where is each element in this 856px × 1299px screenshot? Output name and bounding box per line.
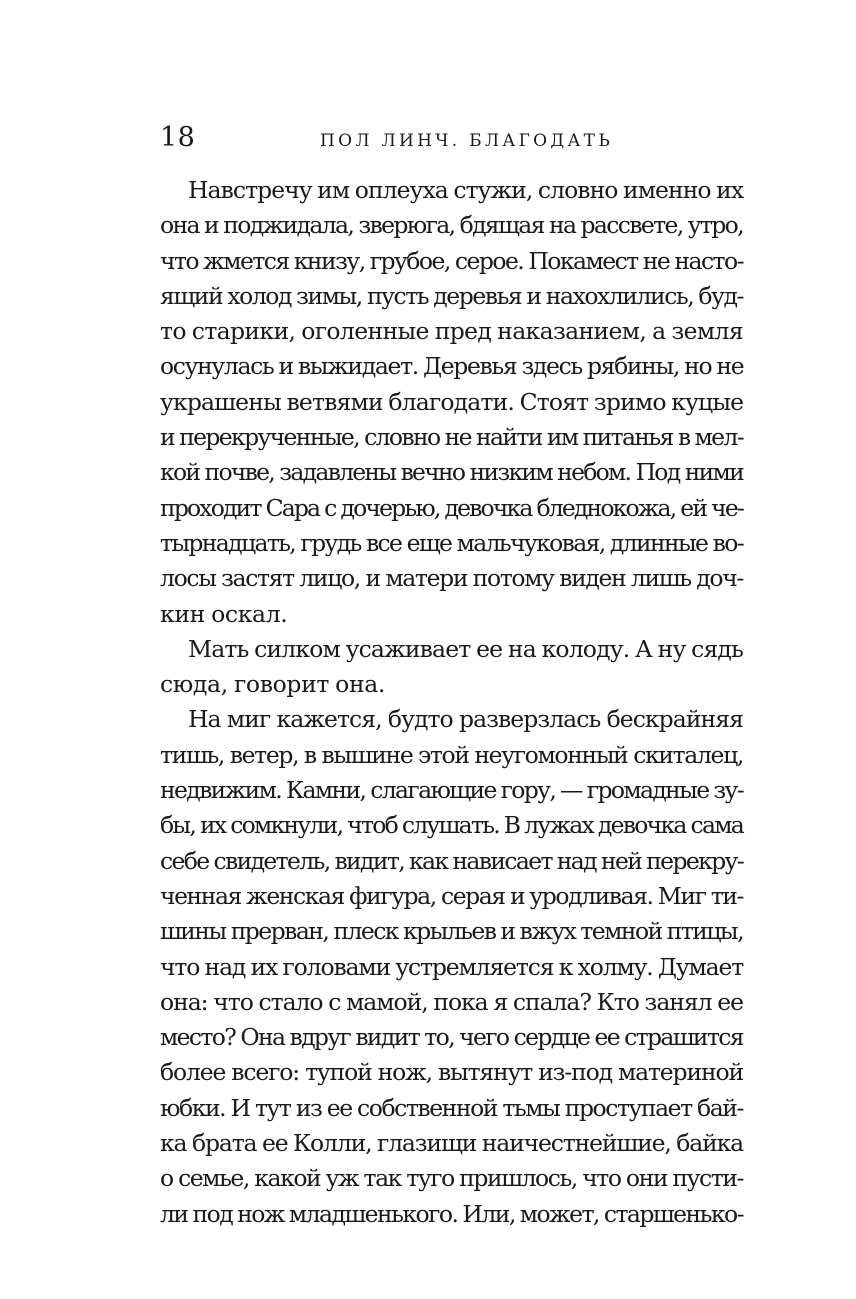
text-line: ка брата ее Колли, глазищи наичестнейшие, байка — [160, 1129, 743, 1158]
text-line: юбки. И тут из ее собственной тьмы проступает бай- — [160, 1093, 743, 1122]
text-line: На миг кажется, будто разверзлась бескрайняя — [188, 705, 743, 734]
text-line: проходит Сара с дочерью, девочка бледнокожа, ей че- — [160, 493, 743, 522]
paragraph — [160, 632, 743, 703]
text-line: и перекрученные, словно не найти им питанья в мел- — [160, 423, 743, 452]
text-line: ченная женская фигура, серая и уродливая. Миг ти- — [160, 881, 743, 910]
text-line: себе свидетель, видит, как нависает над ней перекру- — [160, 846, 743, 875]
paragraph — [160, 702, 743, 1231]
paragraph — [160, 173, 743, 632]
body-text — [160, 173, 743, 1232]
text-line: тырнадцать, грудь все еще мальчуковая, длинные во- — [160, 528, 743, 557]
page-number: 18 — [160, 122, 196, 153]
text-line: что над их головами устремляется к холму. Думает — [160, 952, 744, 981]
text-line: осунулась и выжидает. Деревья здесь рябины, но не — [160, 352, 744, 381]
text-line: кой почве, задавлены вечно низким небом. Под ними — [160, 458, 743, 487]
text-line: место? Она вдруг видит то, чего сердце ее страшится — [160, 1023, 743, 1052]
text-line: то старики, оголенные пред наказанием, а земля — [160, 317, 743, 346]
text-line: украшены ветвями благодати. Стоят зримо куцые — [160, 387, 744, 416]
text-line: тишь, ветер, в вышине этой неугомонный скиталец, — [160, 740, 743, 769]
text-line: лосы застят лицо, и матери потому виден лишь доч- — [160, 564, 743, 593]
text-line: Мать силком усаживает ее на колоду. А ну сядь — [188, 634, 743, 663]
text-line: Навстречу им оплеуха стужи, словно именно их — [188, 176, 744, 204]
text-line: что жмется книзу, грубое, серое. Покамест не насто- — [160, 246, 743, 275]
text-line: ящий холод зимы, пусть деревья и нахохлились, буд- — [160, 281, 743, 310]
text-line: она: что стало с мамой, пока я спала? Кто занял ее — [160, 987, 743, 1016]
text-line: о семье, какой уж так туго пришлось, что они пусти- — [160, 1164, 743, 1193]
text-line: сюда, говорит она. — [160, 670, 386, 699]
running-head: ПОЛ ЛИНЧ. БЛАГОДАТЬ — [320, 131, 614, 151]
text-line: шины прерван, плеск крыльев и вжух темной птицы, — [160, 917, 743, 946]
text-line: более всего: тупой нож, вытянут из-под материной — [160, 1058, 743, 1087]
text-line: недвижим. Камни, слагающие гору, — громадные зу- — [160, 776, 743, 805]
text-line: кин оскал. — [160, 599, 288, 628]
text-line: бы, их сомкнули, чтоб слушать. В лужах девочка сама — [160, 811, 743, 840]
text-line: она и поджидала, зверюга, бдящая на рассвете, утро, — [160, 211, 743, 240]
text-line: ли под нож младшенького. Или, может, старшенько- — [160, 1199, 743, 1228]
